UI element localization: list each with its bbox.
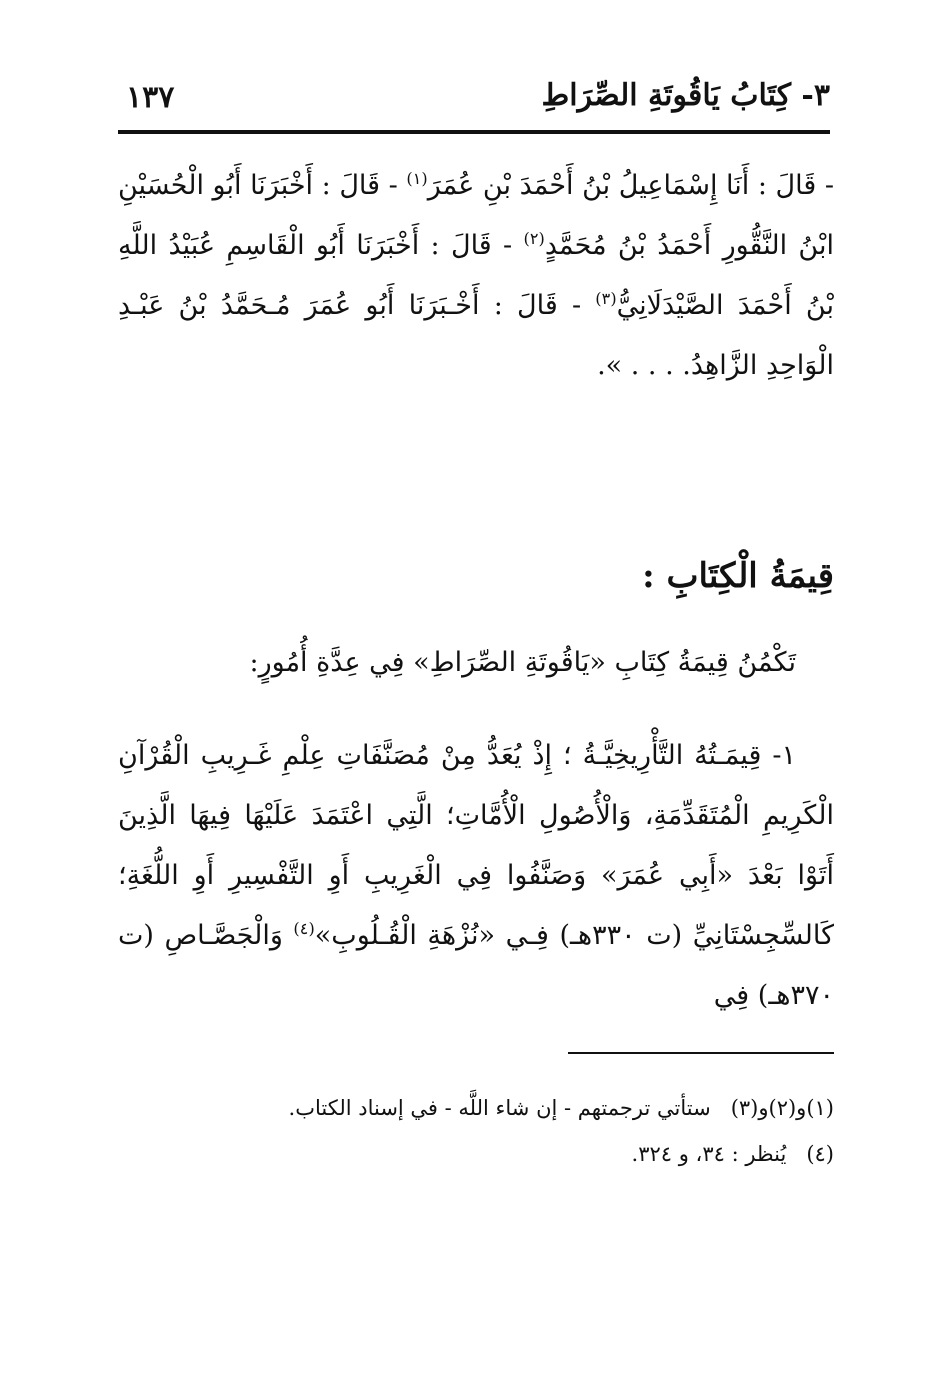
page-header — [118, 60, 830, 138]
footnote-text: يُنظر : ٣٤، و ٣٢٤. — [631, 1142, 787, 1166]
section-heading: قِيمَةُ الْكِتَابِ : — [642, 556, 834, 596]
footnote-separator — [568, 1052, 834, 1054]
footnote — [118, 1090, 834, 1126]
section-intro: تَكْمُنُ قِيمَةُ كِتَابِ «يَاقُوتَةِ الصِّرَاطِ» فِي عِدَّةِ أُمُورٍ: — [249, 647, 796, 678]
text-segment: - قَالَ : أَخْبَرَنَا أَبُو الْقَاسِمِ عُبَيْدُ اللَّهِ بْنُ أَحْمَدَ الصَّيْدَلَانِيُّ — [118, 230, 834, 321]
footnote-ref: (١) — [406, 169, 428, 188]
footnote — [118, 1136, 834, 1172]
footnote-ref: (٣) — [595, 289, 617, 308]
text-segment: وَالْجَصَّـاصِ (ت ٣٧٠هـ) فِي — [118, 920, 834, 1011]
footnote-ref: (٢) — [523, 229, 545, 248]
text-segment: - قَالَ : أَخْبَرَنَا أَبُو الْحُسَيْنِ ابْنُ النَّقُّورِ أَحْمَدُ بْنُ مُحَمَّدٍ — [118, 170, 834, 261]
text-segment: ١- قِيمَـتُهُ التَّأْرِيخِيَّـةُ ؛ إِذْ يُعَدُّ مِنْ مُصَنَّفَاتِ عِلْمِ غَـرِيبِ الْقُرْآنِ الْكَرِيمِ الْمُتَقَدِّمَةِ، وَالْأُصُولِ الْأُمَّاتِ؛ الَّتِي اعْتَمَدَ عَلَيْهَا فِيهَا الَّذِينَ أَتَوْا بَعْدَ «أَبِي عُمَرَ» وَصَنَّفُوا فِي الْغَرِيبِ أَوِ التَّفْسِيرِ أَوِ اللُّغَةِ؛ كَالسِّجِسْتَانِيِّ (ت ٣٣٠هـ) فِـي «نُزْهَةِ الْقُـلُوبِ» — [118, 740, 834, 951]
footnote-marker: (٤) — [806, 1142, 834, 1166]
header-rule — [118, 130, 830, 134]
footnote-marker: (١)و(٢)و(٣) — [730, 1096, 834, 1120]
point-1-paragraph — [118, 726, 834, 1026]
isnad-paragraph — [118, 156, 834, 396]
footnote-text: ستأتي ترجمتهم - إن شاء اللَّه - في إسناد الكتاب. — [288, 1096, 711, 1120]
text-segment: - قَالَ : أَنَا إِسْمَاعِيلُ بْنُ أَحْمَدَ بْنِ عُمَرَ — [427, 170, 834, 201]
running-title: ٣- كِتَابُ يَاقُوتَةِ الصِّرَاطِ — [541, 78, 830, 113]
page-number: ١٣٧ — [126, 80, 175, 115]
footnote-ref: (٤) — [293, 919, 315, 938]
text-segment: - قَالَ : أَخْـبَرَنَا أَبُو عُمَرَ مُـحَمَّدُ بْنُ عَبْـدِ الْوَاحِدِ الزَّاهِدُ. . . . ». — [118, 290, 834, 381]
